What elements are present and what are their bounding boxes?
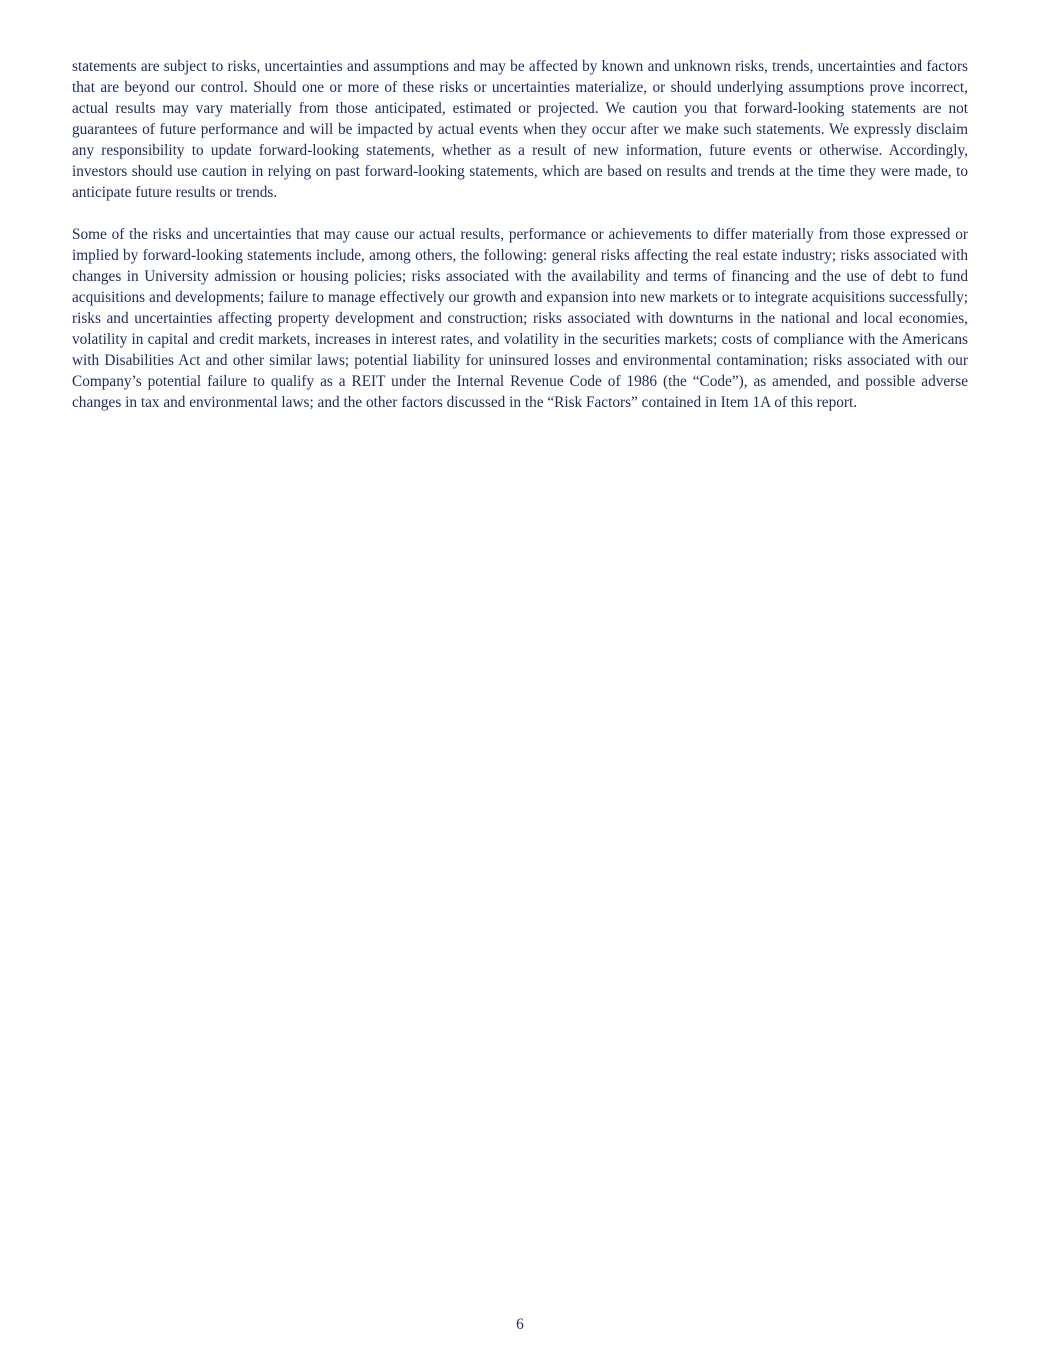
page-number: 6 bbox=[516, 1316, 524, 1333]
document-body bbox=[72, 56, 968, 434]
paragraph-risks-and-uncertainties: Some of the risks and uncertainties that may cause our actual results, performance or achievements to differ materially from those expressed or implied by forward-looking statements include, among others, the following: general risks affecting the real estate industry; risks associated with changes in University admission or housing policies; risks associated with the availability and terms of financing and the use of debt to fund acquisitions and developments; failure to manage effectively our growth and expansion into new markets or to integrate acquisitions successfully; risks and uncertainties affecting property development and construction; risks associated with downturns in the national and local economies, volatility in capital and credit markets, increases in interest rates, and volatility in the securities markets; costs of compliance with the Americans with Disabilities Act and other similar laws; potential liability for uninsured losses and environmental contamination; risks associated with our Company’s potential failure to qualify as a REIT under the Internal Revenue Code of 1986 (the “Code”), as amended, and possible adverse changes in tax and environmental laws; and the other factors discussed in the “Risk Factors” contained in Item 1A of this report. bbox=[72, 226, 968, 411]
paragraph-forward-looking-statements: statements are subject to risks, uncertainties and assumptions and may be affected by known and unknown risks, trends, uncertainties and factors that are beyond our control. Should one or more of these risks or uncertainties materialize, or should underlying assumptions prove incorrect, actual results may vary materially from those anticipated, estimated or projected. We caution you that forward-looking statements are not guarantees of future performance and will be impacted by actual events when they occur after we make such statements. We expressly disclaim any responsibility to update forward-looking statements, whether as a result of new information, future events or otherwise. Accordingly, investors should use caution in relying on past forward-looking statements, which are based on results and trends at the time they were made, to anticipate future results or trends. bbox=[72, 58, 968, 201]
